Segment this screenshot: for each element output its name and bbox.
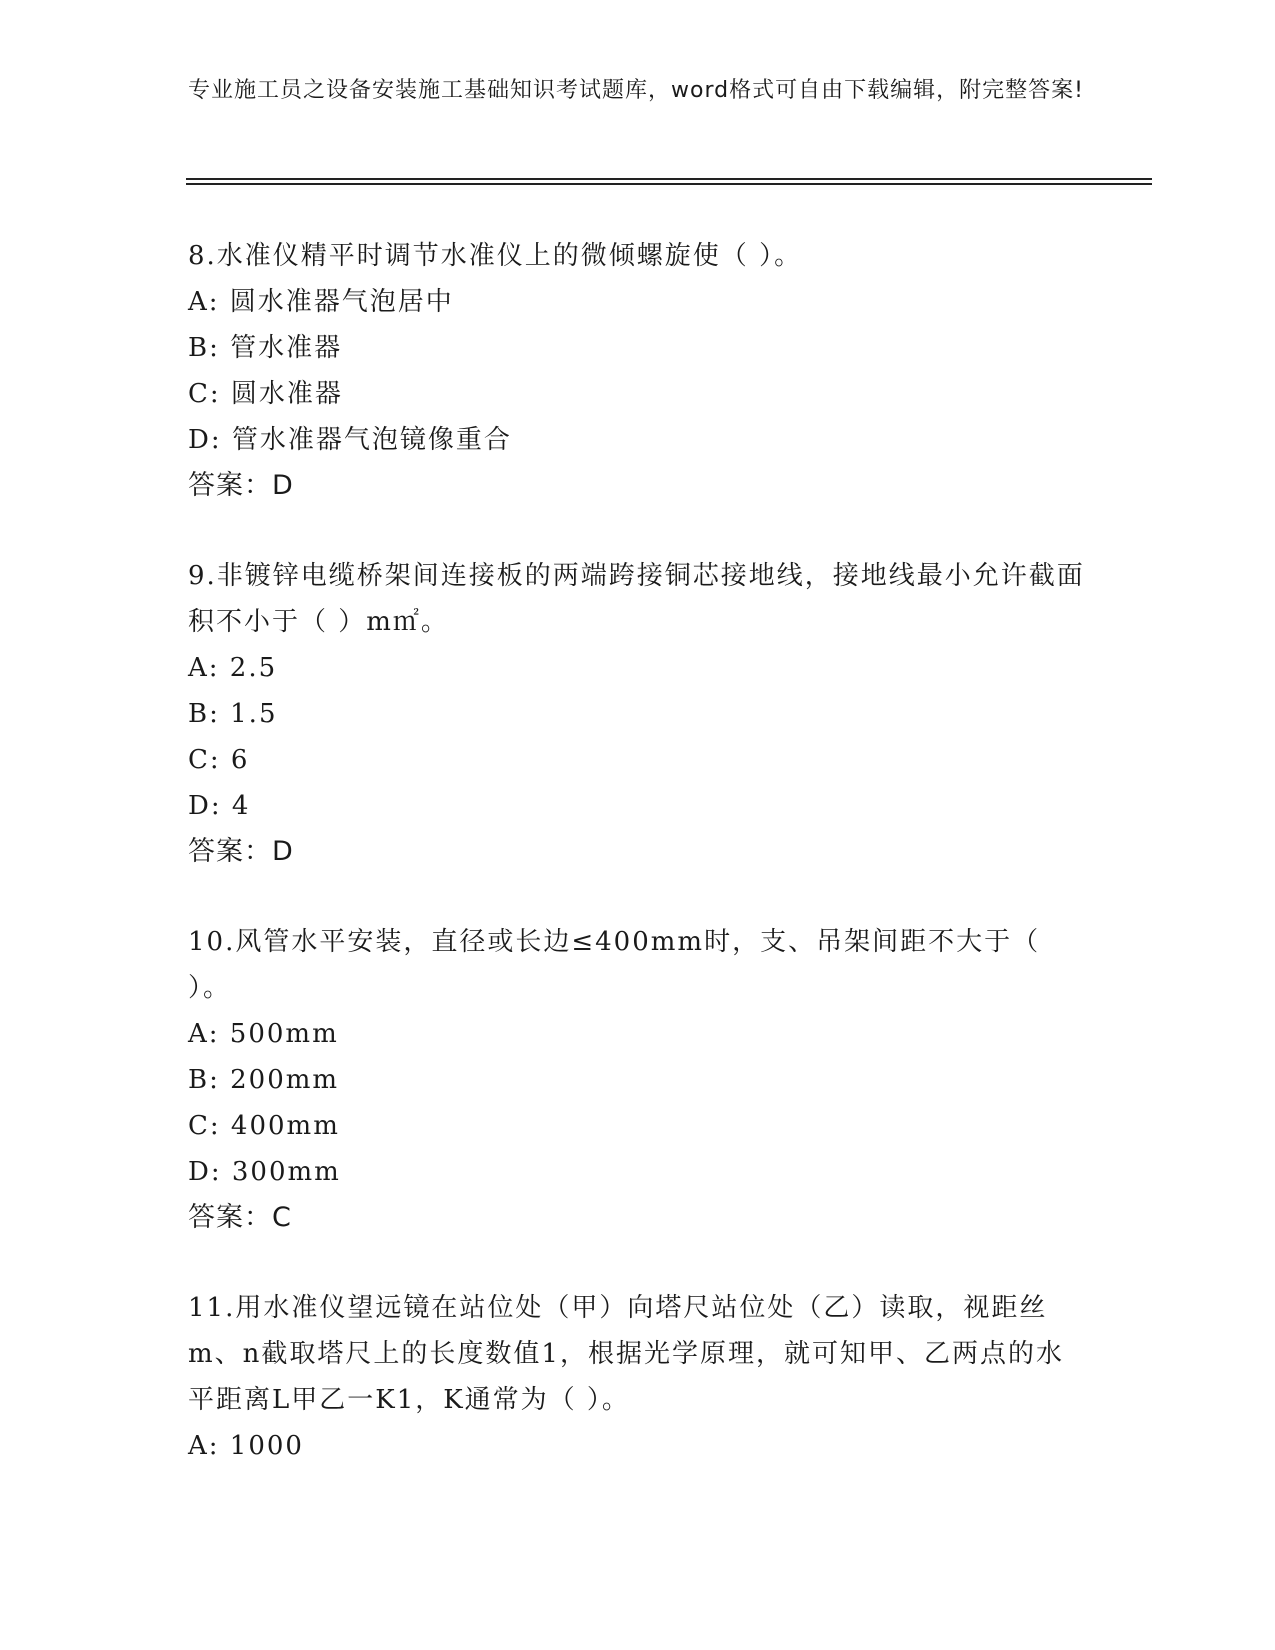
question-9 [188,553,1088,875]
question-text: 10.风管水平安装，直径或长边≤400mm时，支、吊架间距不大于（ ）。 [188,927,1041,1003]
option-d: D: 4 [188,791,251,821]
option-b: B: 1.5 [188,699,278,729]
question-list [188,233,1088,1513]
option-c: C: 400mm [188,1111,340,1141]
option-b: B: 200mm [188,1065,340,1095]
option-b: B: 管水准器 [188,333,343,363]
option-d: D: 300mm [188,1157,341,1187]
question-text: 11.用水准仪望远镜在站位处（甲）向塔尺站位处（乙）读取，视距丝m、n截取塔尺上的长度数值1，根据光学原理，就可知甲、乙两点的水平距离L甲乙一K1，K通常为（ ）。 [188,1293,1064,1415]
question-8 [188,233,1088,509]
option-c: C: 圆水准器 [188,379,343,409]
answer-label: 答案：C [188,1202,292,1233]
option-d: D: 管水准器气泡镜像重合 [188,425,512,455]
question-10 [188,919,1088,1241]
header-divider-top [186,178,1152,180]
answer-label: 答案：D [188,836,294,867]
question-11 [188,1285,1088,1469]
option-a: A: 500mm [188,1019,339,1049]
document-header: 专业施工员之设备安装施工基础知识考试题库，word格式可自由下载编辑，附完整答案! [188,78,1084,103]
question-text: 9.非镀锌电缆桥架间连接板的两端跨接铜芯接地线，接地线最小允许截面积不小于（ ）m㎡。 [188,561,1085,637]
header-divider-bottom [186,183,1152,185]
option-a: A: 2.5 [188,653,278,683]
option-a: A: 圆水准器气泡居中 [188,287,454,317]
answer-label: 答案：D [188,470,294,501]
option-a: A: 1000 [188,1431,304,1461]
question-text: 8.水准仪精平时调节水准仪上的微倾螺旋使（ ）。 [188,241,803,271]
option-c: C: 6 [188,745,250,775]
